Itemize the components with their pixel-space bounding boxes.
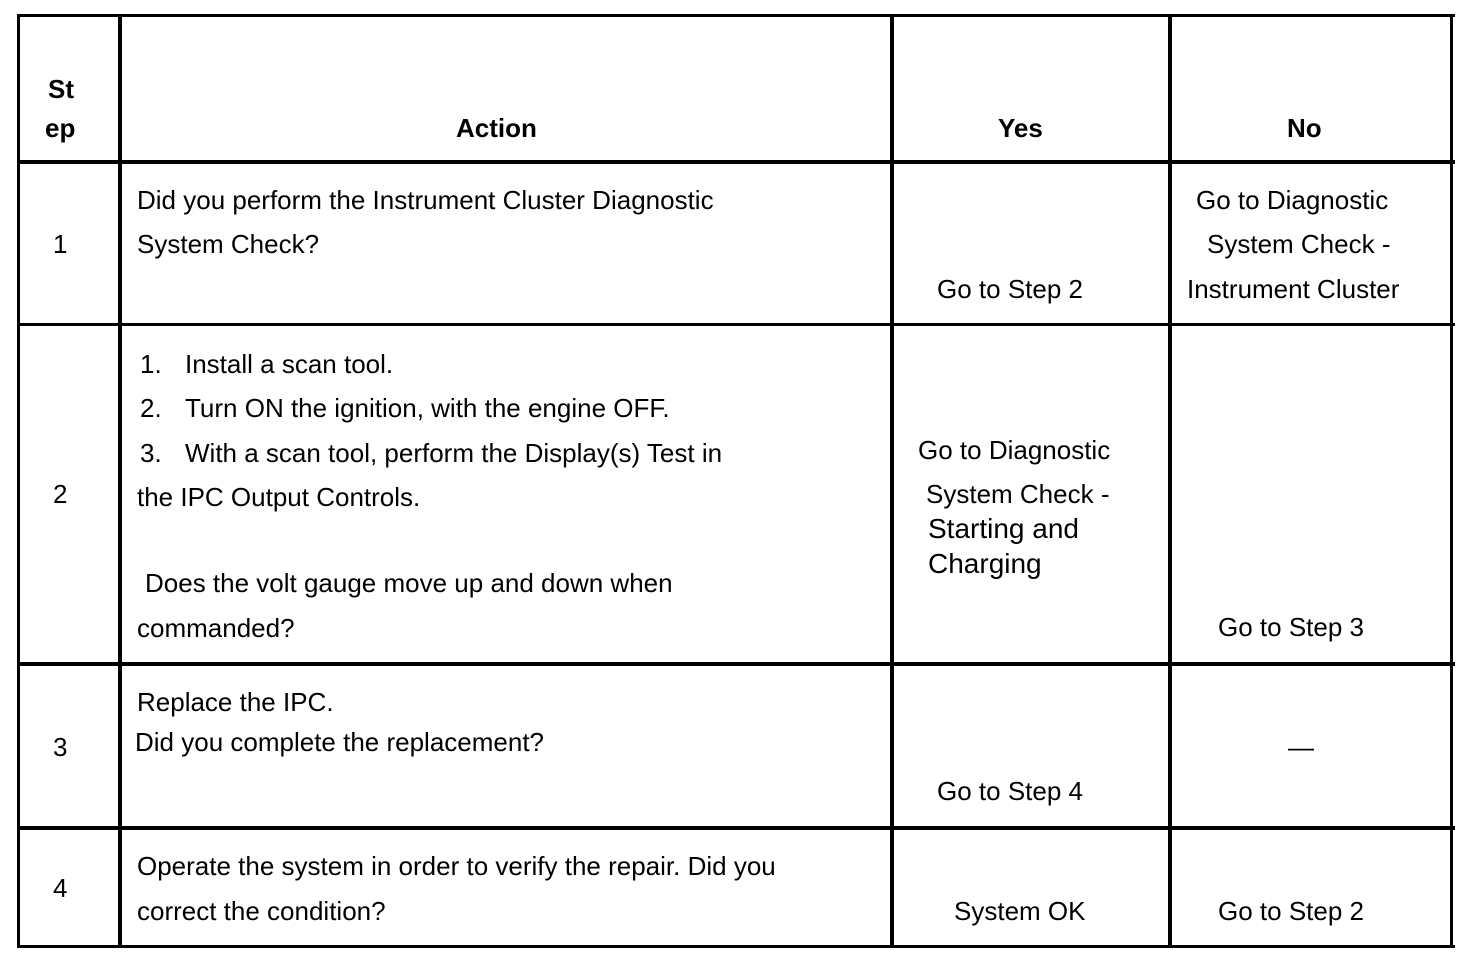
yes-text: Go to Diagnostic bbox=[918, 435, 1111, 465]
no-text: Go to Step 2 bbox=[1218, 896, 1364, 926]
row-divider bbox=[17, 323, 1455, 326]
list-item-number: 2. bbox=[140, 393, 162, 423]
action-text: Did you perform the Instrument Cluster Diagnostic bbox=[137, 185, 714, 215]
list-item-text: Install a scan tool. bbox=[185, 349, 394, 379]
no-text: Instrument Cluster bbox=[1187, 274, 1400, 304]
list-item-number: 1. bbox=[140, 349, 162, 379]
question-text: Does the volt gauge move up and down when bbox=[145, 568, 673, 598]
column-divider bbox=[1168, 14, 1172, 948]
header-no: No bbox=[1287, 113, 1322, 143]
table-border-left bbox=[17, 14, 20, 948]
table-border-right bbox=[1450, 14, 1453, 948]
column-divider bbox=[890, 14, 894, 948]
list-item-number: 3. bbox=[140, 438, 162, 468]
yes-text: Charging bbox=[928, 548, 1042, 579]
step-number: 4 bbox=[53, 873, 68, 903]
table-border-bottom bbox=[17, 945, 1455, 948]
header-yes: Yes bbox=[998, 113, 1043, 143]
no-text: System Check - bbox=[1207, 229, 1391, 259]
header-step-line2: ep bbox=[45, 113, 76, 143]
yes-text: System OK bbox=[954, 896, 1086, 926]
row-divider bbox=[17, 662, 1455, 666]
action-text: correct the condition? bbox=[137, 896, 386, 926]
header-action: Action bbox=[456, 113, 537, 143]
table-border-top bbox=[17, 14, 1455, 17]
no-text: — bbox=[1288, 732, 1314, 762]
yes-text: Go to Step 2 bbox=[937, 274, 1083, 304]
list-item-text: Turn ON the ignition, with the engine OFF. bbox=[185, 393, 670, 423]
no-text: Go to Diagnostic bbox=[1196, 185, 1389, 215]
step-number: 1 bbox=[53, 229, 68, 259]
no-text: Go to Step 3 bbox=[1218, 612, 1364, 642]
action-text: the IPC Output Controls. bbox=[137, 482, 421, 512]
header-step-line1: St bbox=[48, 74, 74, 104]
row-divider bbox=[17, 826, 1455, 830]
step-number: 2 bbox=[53, 479, 68, 509]
yes-text: Go to Step 4 bbox=[937, 776, 1083, 806]
action-text: Did you complete the replacement? bbox=[135, 727, 545, 757]
action-text: System Check? bbox=[137, 229, 320, 259]
action-text: Operate the system in order to verify the repair. Did you bbox=[137, 851, 776, 881]
question-text: commanded? bbox=[137, 613, 295, 643]
step-number: 3 bbox=[53, 732, 68, 762]
list-item-text: With a scan tool, perform the Display(s) Test in bbox=[185, 438, 723, 468]
row-divider bbox=[17, 160, 1455, 164]
action-text: Replace the IPC. bbox=[137, 687, 334, 717]
yes-text: System Check - bbox=[926, 479, 1110, 509]
yes-text: Starting and bbox=[928, 513, 1079, 544]
column-divider bbox=[118, 14, 122, 948]
